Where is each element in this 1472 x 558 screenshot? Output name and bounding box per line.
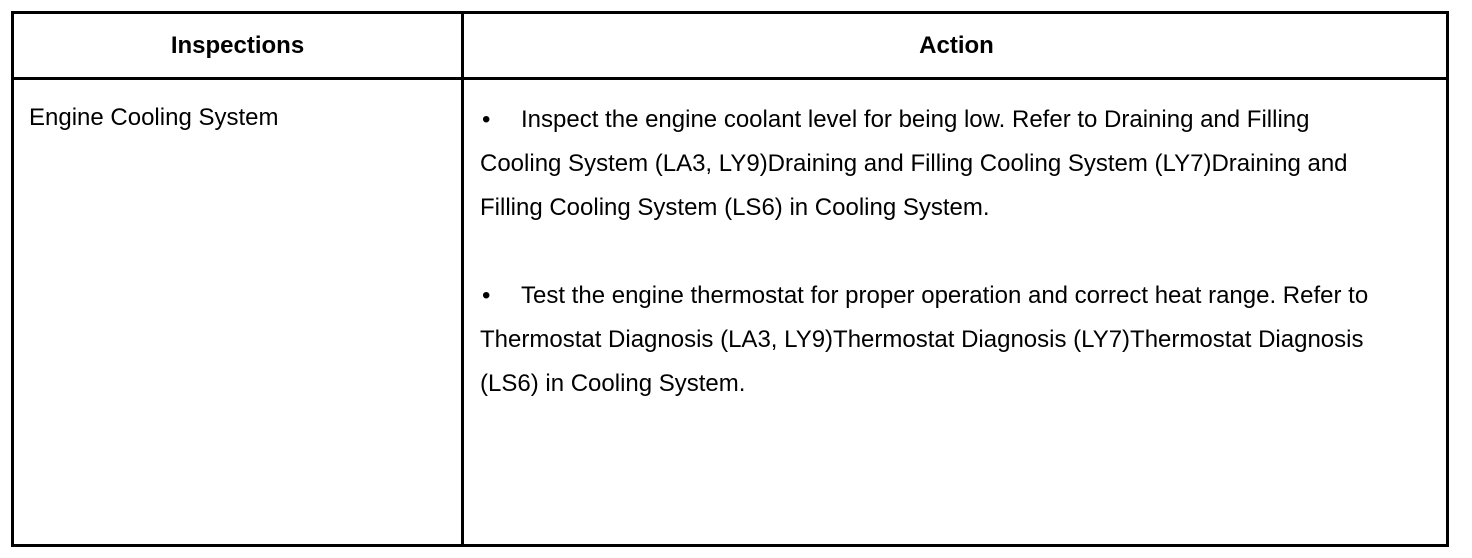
bullet-icon: •	[482, 282, 491, 309]
column-divider	[461, 14, 464, 544]
action-cell	[480, 98, 1380, 450]
action-text: Test the engine thermostat for proper operation and correct heat range. Refer to Thermostat Diagnosis (LA3, LY9)Thermostat Diagnosis (LY7)Thermostat Diagnosis (LS6) in Cooling System.	[480, 282, 1369, 397]
header-inspections: Inspections	[170, 31, 305, 59]
bullet-icon: •	[482, 106, 491, 133]
header-action: Action	[919, 31, 994, 59]
table-header-row	[14, 14, 1446, 80]
action-list-item	[480, 274, 1380, 406]
inspection-table	[11, 11, 1449, 547]
action-text: Inspect the engine coolant level for being low. Refer to Draining and Filling Cooling System (LA3, LY9)Draining and Filling Cooling System (LY7)Draining and Filling Cooling System (LS6) in Cooling System.	[480, 106, 1348, 221]
action-list-item	[480, 98, 1380, 230]
inspection-cell: Engine Cooling System	[29, 104, 279, 131]
